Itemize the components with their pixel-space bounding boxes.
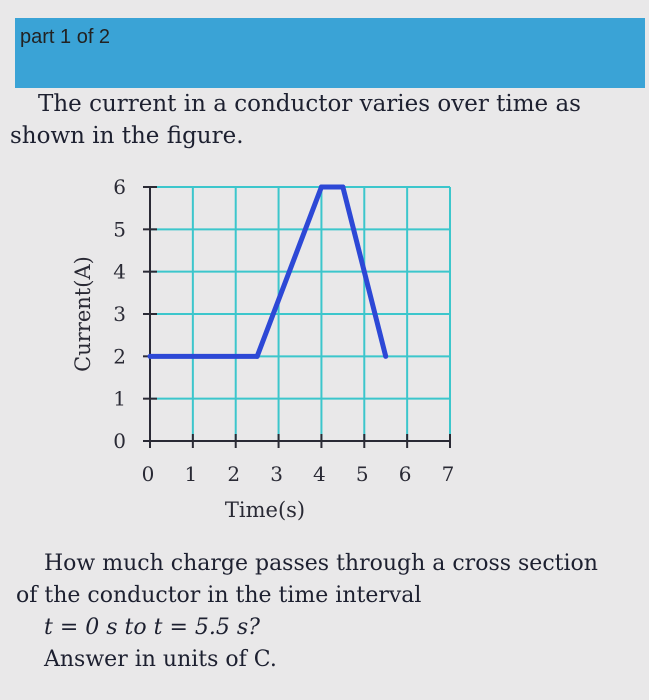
y-tick-label: 0	[113, 429, 126, 453]
x-tick-label: 0	[141, 462, 155, 486]
current-data-point	[383, 354, 388, 359]
x-tick-label: 1	[184, 462, 198, 486]
y-tick-label: 2	[113, 344, 126, 369]
question-text: How much charge passes through a cross section of the conductor in the time interval	[16, 551, 598, 608]
x-tick-label: 3	[270, 462, 283, 486]
time-interval: t = 0 s to t = 5.5 s?	[44, 615, 260, 640]
current-data-point	[319, 185, 324, 190]
current-data-point	[255, 354, 260, 359]
x-tick-label: 7	[441, 462, 455, 486]
x-tick-label: 2	[227, 462, 241, 486]
y-tick-label: 5	[113, 217, 126, 242]
y-axis-title: Current(A)	[71, 256, 95, 372]
x-tick-label: 4	[313, 462, 326, 486]
current-vs-time-chart	[60, 175, 460, 525]
answer-units: Answer in units of C.	[44, 647, 277, 672]
part-label: part 1 of 2	[20, 26, 111, 48]
question-block	[16, 548, 626, 676]
problem-intro: The current in a conductor varies over time as shown in the figure.	[10, 91, 581, 149]
y-tick-label: 1	[113, 386, 126, 411]
x-tick-label: 6	[398, 462, 412, 486]
x-axis-title: Time(s)	[224, 498, 306, 522]
y-tick-label: 4	[113, 259, 126, 284]
current-data-point	[148, 354, 153, 359]
y-tick-label: 6	[113, 175, 126, 199]
x-tick-label: 5	[355, 462, 369, 486]
y-tick-label: 3	[113, 302, 126, 326]
current-data-point	[340, 185, 345, 190]
